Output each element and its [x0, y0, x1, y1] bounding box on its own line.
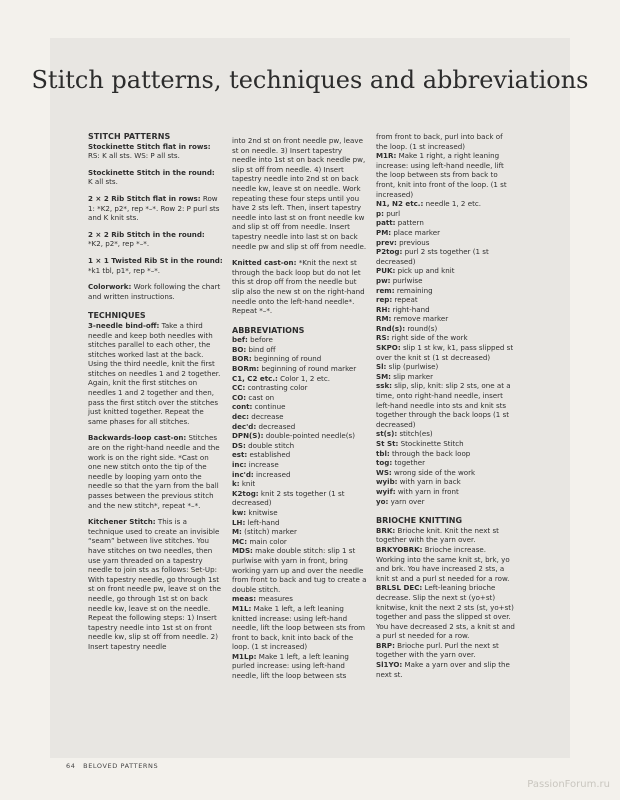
abbreviation-entry — [232, 393, 367, 403]
abbreviation-definition: Brioche increase. Working into the same knit st, brk, yo and brk. You have increased 2 sts, a knit st and a purl st needed for a row. — [376, 544, 510, 583]
abbreviation-entry — [376, 228, 516, 238]
abbreviation-term: rem: — [376, 285, 395, 295]
abbreviation-entry — [232, 604, 367, 652]
abbreviation-term: BOR: — [232, 354, 252, 364]
abbreviation-definition: remove marker — [393, 314, 449, 324]
abbreviation-entry — [376, 238, 516, 248]
abbreviation-definition: established — [249, 450, 291, 460]
abbreviation-term: MC: — [232, 536, 248, 546]
brioche-list — [376, 526, 516, 680]
abbreviation-term: inc'd: — [232, 469, 254, 479]
abbreviation-entry — [376, 218, 516, 228]
abbreviation-entry — [376, 449, 516, 459]
technique-title: Backwards-loop cast-on: — [88, 433, 187, 443]
abbreviation-term: SKPO: — [376, 343, 401, 353]
abbreviation-definition: purlwise — [392, 275, 423, 285]
technique-text-continued: into 2nd st on front needle pw, leave st on needle. 3) Insert tapestry needle into 1st st on back needle pw, slip st off from needle. 4) Insert tapestry needle into 2nd st on back needle kw, leave st on needle. Work repeating these four steps until you have 2 sts left. Then, insert tapestry needle into last st on front needle kw and slip st off from needle. Insert tapestry needle into last st on back needle pw and slip st off from needle. — [232, 136, 367, 251]
abbreviation-term: K2tog: — [232, 488, 259, 498]
abbreviation-term: M1R: — [376, 151, 397, 161]
abbreviation-definition: repeat — [394, 295, 418, 305]
abbreviation-term: RS: — [376, 333, 390, 343]
abbreviation-entry — [376, 477, 516, 487]
abbreviation-definition: right-hand — [392, 304, 430, 314]
abbreviation-term: RM: — [376, 314, 392, 324]
stitch-title: 2 × 2 Rib Stitch flat in rows: — [88, 193, 201, 203]
abbreviation-entry — [232, 652, 367, 681]
abbreviation-definition: knit 2 sts together (1 st decreased) — [232, 488, 345, 508]
abbreviation-term: CO: — [232, 392, 247, 402]
abbreviation-term: Rnd(s): — [376, 323, 406, 333]
watermark: PassionForum.ru — [527, 779, 610, 790]
abbreviation-term: P2tog: — [376, 247, 403, 257]
abbreviation-term: BRKYOBRK: — [376, 544, 423, 554]
stitch-title: 2 × 2 Rib Stitch in the round: — [88, 229, 205, 239]
abbreviation-entry — [232, 594, 367, 604]
abbreviation-entry — [232, 441, 367, 451]
abbreviation-entry — [232, 537, 367, 547]
abbreviation-entry — [376, 429, 516, 439]
abbreviation-term: kw: — [232, 507, 247, 517]
abbreviation-entry — [376, 660, 516, 679]
abbreviation-definition: knit — [241, 479, 256, 489]
abbreviation-definition: double stitch — [248, 440, 295, 450]
page-title: Stitch patterns, techniques and abbreviations — [31, 66, 589, 94]
abbreviation-definition: before — [250, 335, 273, 345]
section-heading-brioche: BRIOCHE KNITTING — [376, 516, 463, 526]
abbreviation-term: St St: — [376, 439, 399, 448]
abbreviation-definition: stitch(es) — [399, 429, 433, 439]
abbreviation-definition: beginning of round — [254, 354, 322, 364]
abbreviation-term: M1Lp: — [232, 651, 257, 661]
stitch-title: Stockinette Stitch flat in rows: — [88, 141, 211, 151]
technique-text: Stitches are on the right-hand needle and the work is on the right side. *Cast on one new stitch onto the tip of the needle by looping yarn onto the needle so that the yarn from the ball passes between the previous stitch and the new stitch*, repeat *–*. — [88, 433, 220, 510]
abbreviation-term: DPN(S): — [232, 431, 264, 441]
abbreviation-definition: Make 1 left, a left leaning knitted increase: using left-hand needle, lift the loop between sts from front to back, knit into back of the loop. (1 st increased) — [232, 603, 366, 652]
abbreviation-entry — [232, 402, 367, 412]
technique-title: Knitted cast-on: — [232, 258, 297, 268]
stitch-text: K all sts. — [88, 177, 118, 187]
abbreviation-term: PUK: — [376, 266, 396, 276]
stitch-title: Colorwork: — [88, 282, 132, 292]
column-3 — [376, 132, 516, 679]
abbreviation-entry — [376, 487, 516, 497]
abbreviation-definition: increase — [248, 460, 279, 469]
abbreviation-term: BRK: — [376, 525, 396, 535]
abbreviation-term: DS: — [232, 440, 246, 450]
abbreviation-definition: slip marker — [393, 371, 433, 381]
column-2 — [232, 136, 367, 681]
abbreviation-entry — [376, 151, 516, 199]
abbreviation-term: SM: — [376, 371, 392, 381]
abbreviation-term: cont: — [232, 402, 253, 412]
abbreviation-term: dec: — [232, 412, 249, 422]
abbreviation-definition: decreased — [258, 421, 296, 431]
abbreviation-entry — [232, 431, 367, 441]
page-number: 64 — [66, 762, 76, 770]
abbreviation-entry — [232, 364, 367, 374]
abbreviation-term: M: — [232, 527, 242, 537]
abbreviation-definition: beginning of round marker — [261, 364, 357, 374]
abbreviation-definition: left-hand — [247, 517, 280, 527]
abbreviation-definition: bind off — [248, 344, 276, 354]
abbreviation-definition: together — [394, 458, 425, 468]
abbreviation-definition: Make 1 right, a right leaning increase: using left-hand needle, lift the loop between sts from back to front, knit into front of the loop. (1 st increased) — [376, 151, 507, 199]
abbreviation-entry — [376, 372, 516, 382]
abbreviation-term: patt: — [376, 218, 396, 228]
abbreviation-term: wyib: — [376, 477, 398, 487]
abbreviation-definition: right side of the work — [391, 333, 468, 343]
abbreviation-term: tbl: — [376, 448, 390, 458]
abbreviation-definition: main color — [249, 536, 287, 546]
stitch-text: Row 1: *K2, p2*, rep *–*. Row 2: P purl sts and K knit sts. — [88, 193, 220, 223]
abbreviation-definition: round(s) — [407, 323, 438, 333]
abbreviation-entry — [232, 374, 367, 384]
abbreviation-term: st(s): — [376, 429, 398, 439]
abbreviation-term: k: — [232, 479, 240, 489]
abbreviation-entry — [376, 545, 516, 583]
abbreviation-definition: Stockinette Stitch — [400, 439, 464, 448]
abbreviation-term: tog: — [376, 458, 393, 468]
abbreviation-term: bef: — [232, 335, 248, 345]
abbreviation-definition: knitwise — [248, 507, 278, 517]
abbreviation-term: wyif: — [376, 486, 396, 496]
abbreviation-term: Sl: — [376, 362, 387, 372]
stitch-title: Stockinette Stitch in the round: — [88, 167, 215, 177]
abbreviation-term: WS: — [376, 467, 392, 477]
technique-text: This is a technique used to create an invisible “seam” between live stitches. You have stitches on two needles, then use yarn threaded on a tapestry needle to join sts as follows: Set-Up: With tapestry needle, go through 1st st on front needle pw, leave st on the needle, go through 1st st on back needle kw, leave st on the needle. Repeat the following steps: 1) Insert tapestry needle into 1st st on front needle kw, slip st off from needle. 2) Insert tapestry needle — [88, 517, 222, 651]
abbreviation-definition: slip (purlwise) — [388, 362, 439, 372]
abbreviation-term: rep: — [376, 295, 393, 305]
abbreviation-term: BRP: — [376, 640, 395, 650]
abbreviation-definition: place marker — [393, 227, 441, 237]
abbreviation-entry — [376, 295, 516, 305]
abbreviation-definition: Left-leaning brioche decrease. Slip the next st (yo+st) knitwise, knit the next 2 sts (st, yo+st) together and pass the slipped st over. You have decreased 2 sts, a knit st and a purl st needed for a row. — [376, 583, 515, 641]
technique-title: 3-needle bind-off: — [88, 320, 160, 330]
abbreviation-entry — [376, 641, 516, 660]
abbreviation-entry — [232, 450, 367, 460]
abbreviation-entry — [232, 383, 367, 393]
abbreviation-definition: Make a yarn over and slip the next st. — [376, 660, 510, 679]
abbreviation-definition: measures — [258, 594, 293, 604]
abbreviation-definition: purl 2 sts together (1 st decreased) — [376, 247, 489, 266]
abbreviation-entry — [232, 546, 367, 594]
abbreviation-definition: with yarn in front — [397, 486, 459, 496]
abbreviation-entry — [232, 527, 367, 537]
abbreviation-term: dec'd: — [232, 421, 257, 431]
abbreviation-list — [232, 335, 367, 680]
abbreviation-entry — [376, 199, 516, 209]
abbreviation-list — [376, 151, 516, 506]
abbreviation-term: N1, N2 etc.: — [376, 199, 424, 209]
abbreviation-entry — [376, 526, 516, 545]
abbreviation-term: PM: — [376, 227, 392, 237]
stitch-text: *K2, p2*, rep *–*. — [88, 239, 150, 249]
abbreviation-entry — [376, 362, 516, 372]
stitch-text: *k1 tbl, p1*, rep *–*. — [88, 265, 161, 275]
abbreviation-entry — [376, 314, 516, 324]
abbreviation-definition: cast on — [248, 392, 275, 402]
abbreviation-definition: slip 1 st kw, k1, pass slipped st over the knit st (1 st decreased) — [376, 343, 514, 362]
abbreviation-definition: Brioche purl. Purl the next st together with the yarn over. — [376, 640, 499, 660]
abbreviation-entry — [376, 324, 516, 334]
abbreviation-term: LH: — [232, 517, 246, 527]
abbreviation-entry — [376, 209, 516, 219]
abbreviation-entry — [376, 583, 516, 641]
technique-title: Kitchener Stitch: — [88, 517, 156, 527]
abbreviation-definition: purl — [386, 208, 401, 218]
abbreviation-term: meas: — [232, 594, 257, 604]
abbreviation-definition: increased — [256, 469, 291, 479]
abbreviation-definition: decrease — [251, 412, 284, 422]
abbreviation-entry — [232, 489, 367, 508]
abbreviation-definition: continue — [254, 402, 286, 412]
abbreviation-term: C1, C2 etc.: — [232, 373, 278, 383]
abbreviation-definition: previous — [399, 237, 430, 247]
abbreviation-entry — [376, 276, 516, 286]
abbreviation-definition: make double stitch: slip 1 st purlwise with yarn in front, bring working yarn up and over the needle from front to back and tug to create a double stitch. — [232, 546, 367, 594]
abbreviation-entry — [376, 247, 516, 266]
section-heading-techniques: TECHNIQUES — [88, 311, 146, 321]
section-heading-abbreviations: ABBREVIATIONS — [232, 325, 305, 335]
technique-text: Take a third needle and keep both needles with stitches parallel to each other, the stitches worked last at the back. Using the third needle, knit the first stitches on needles 1 and 2 together. Again, knit the first stitches on needles 1 and 2 together and then, pass the first stitch over the stitches just knitted together. Repeat the same phases for all stitches. — [88, 320, 221, 426]
abbreviation-entry — [376, 333, 516, 343]
abbreviation-term: BRLSL DEC: — [376, 583, 423, 593]
abbreviation-entry — [376, 305, 516, 315]
abbreviation-definition: (stitch) marker — [244, 527, 297, 537]
abbreviation-entry — [232, 354, 367, 364]
abbreviation-entry — [232, 508, 367, 518]
abbreviation-definition: needle 1, 2 etc. — [425, 199, 482, 209]
abbreviation-entry — [232, 470, 367, 480]
book-title: BELOVED PATTERNS — [83, 762, 159, 770]
abbreviation-term: M1L: — [232, 603, 252, 613]
abbreviation-term: BO: — [232, 344, 247, 354]
abbreviation-entry — [232, 345, 367, 355]
abbreviation-entry — [232, 335, 367, 345]
stitch-text: RS: K all sts. WS: P all sts. — [88, 151, 180, 161]
page-footer — [66, 762, 158, 770]
stitch-title: 1 × 1 Twisted Rib St in the round: — [88, 255, 223, 265]
section-heading-stitch-patterns: STITCH PATTERNS — [88, 132, 171, 141]
abbreviation-definition: through the back loop — [392, 448, 471, 458]
abbreviation-term: MDS: — [232, 546, 253, 556]
abbreviation-entry — [376, 458, 516, 468]
abbreviation-term: Sl1YO: — [376, 660, 403, 670]
abbreviation-definition: pick up and knit — [397, 266, 455, 276]
abbreviation-definition: Make 1 left, a left leaning purled increase: using left-hand needle, lift the loop between sts — [232, 651, 349, 681]
abbreviation-entry — [376, 439, 516, 449]
abbreviation-definition: Color 1, 2 etc. — [280, 373, 330, 383]
abbreviation-entry — [232, 422, 367, 432]
abbreviation-definition: Brioche knit. Knit the next st together with the yarn over. — [376, 525, 499, 545]
abbreviation-term: yo: — [376, 496, 389, 506]
abbreviation-term: est: — [232, 450, 248, 460]
abbreviation-term: prev: — [376, 237, 397, 247]
abbreviation-definition: with yarn in back — [399, 477, 461, 487]
stitch-text: Work following the chart and written instructions. — [88, 282, 221, 301]
abbreviation-entry — [232, 479, 367, 489]
abbreviation-definition: remaining — [396, 285, 433, 295]
abbreviation-entry — [232, 460, 367, 470]
abbreviation-definition: yarn over — [390, 496, 425, 506]
abbreviation-entry — [232, 518, 367, 528]
abbreviation-term: p: — [376, 208, 384, 218]
abbreviation-definition: contrasting color — [247, 383, 308, 393]
column-1 — [88, 132, 223, 652]
abbreviation-entry — [376, 497, 516, 507]
abbreviation-definition: wrong side of the work — [394, 467, 476, 477]
abbreviation-definition: pattern — [397, 218, 424, 228]
abbreviation-term: RH: — [376, 304, 391, 314]
abbreviation-term: BORm: — [232, 364, 260, 374]
abbreviation-definition: slip, slip, knit: slip 2 sts, one at a time, onto right-hand needle, insert left-hand needle into sts and knit sts together through the back loops (1 st decreased) — [376, 381, 511, 429]
abbreviation-text-continued: from front to back, purl into back of the loop. (1 st increased) — [376, 132, 503, 151]
technique-text: *Knit the next st through the back loop but do not let this st drop off from the needle but slip also the new st on the right-hand needle onto the left-hand needle*. Repeat *–*. — [232, 258, 365, 316]
abbreviation-entry — [376, 381, 516, 429]
abbreviation-entry — [376, 286, 516, 296]
abbreviation-term: pw: — [376, 275, 391, 285]
abbreviation-entry — [376, 468, 516, 478]
abbreviation-term: CC: — [232, 383, 246, 393]
abbreviation-definition: double-pointed needle(s) — [265, 431, 355, 441]
abbreviation-term: ssk: — [376, 381, 392, 391]
abbreviation-entry — [376, 343, 516, 362]
abbreviation-entry — [376, 266, 516, 276]
abbreviation-entry — [232, 412, 367, 422]
abbreviation-term: inc: — [232, 460, 247, 469]
